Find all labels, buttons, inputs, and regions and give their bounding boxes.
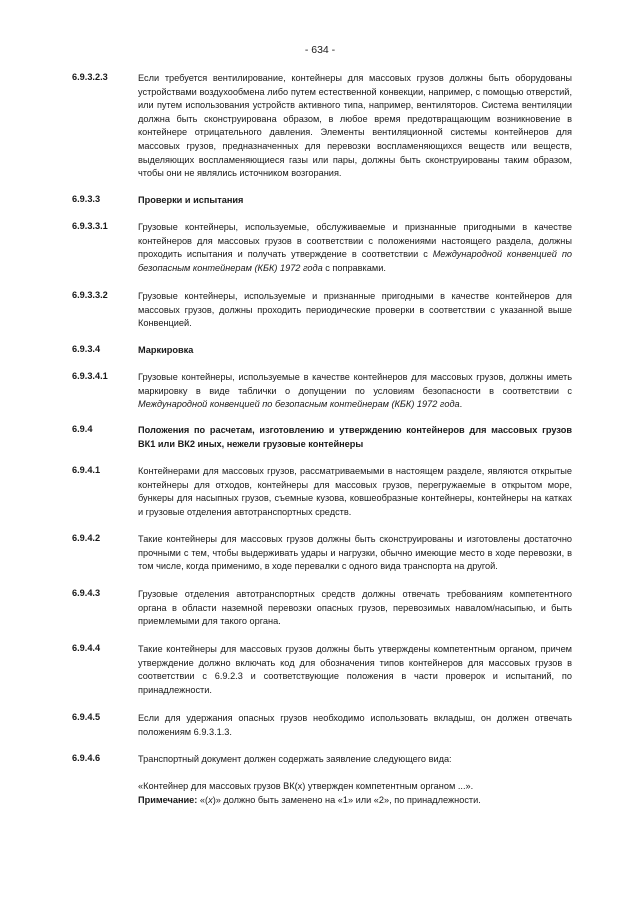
section-number: 6.9.4.4 xyxy=(72,643,101,653)
section-heading: Положения по расчетам, изготовлению и утверждению контейнеров для массовых грузов ВК1 или ВК2 иных, нежели грузовые контейнеры xyxy=(138,425,572,449)
note-variable: x xyxy=(208,795,213,805)
page-number: - 634 - xyxy=(304,44,336,56)
note-label: Примечание: xyxy=(138,795,198,805)
text-part: Грузовые контейнеры, используемые, обслуживаемые и признанные пригодными в качестве контейнеров для массовых грузов в соответствии с положениями настоящего раздела, должны проходить испытания и получать утверждение в соответствии с xyxy=(138,222,572,260)
section-number: 6.9.4.2 xyxy=(72,533,101,543)
section-text: Контейнерами для массовых грузов, рассматриваемыми в настоящем разделе, являются открытые контейнеры для отходов, контейнеры для массовых грузов, перегружаемые в открытом море, бункеры для насыпных грузов, съемные кузова, ковшеобразные контейнеры, контейнеры на катках и грузовые отделения автотранспортных средств. xyxy=(138,466,572,517)
convention-title: Международной конвенцией по безопасным контейнерам (КБК) 1972 года xyxy=(138,249,572,273)
section-number: 6.9.4.6 xyxy=(72,753,101,763)
note xyxy=(138,794,572,808)
text-part: Грузовые контейнеры, используемые в качестве контейнеров для массовых грузов, должны иметь маркировку в виде таблички о допущении по условиям безопасности в соответствии с xyxy=(138,372,572,396)
section-number: 6.9.3.4.1 xyxy=(72,371,108,381)
section-number: 6.9.3.4 xyxy=(72,344,101,354)
section-text: Если для удержания опасных грузов необходимо использовать вкладыш, он должен отвечать положениям 6.9.3.1.3. xyxy=(138,713,572,737)
section-text: Грузовые отделения автотранспортных средств должны отвечать требованиям компетентного органа в области наземной перевозки опасных грузов, перевозимых навалом/насыпью, и быть приемлемыми для такого органа. xyxy=(138,589,572,627)
section-text: Такие контейнеры для массовых грузов должны быть утверждены компетентным органом, причем утверждение должно включать код для обозначения типов контейнеров для массовых грузов в соответствии с 6.9.2.3 и соответствующие положения в части проверок и испытаний, по принадлежности. xyxy=(138,644,572,695)
section-text xyxy=(138,221,572,275)
section-number: 6.9.3.3.1 xyxy=(72,221,108,231)
section-text xyxy=(138,371,572,412)
section-number: 6.9.3.3 xyxy=(72,194,101,204)
statement-text: «Контейнер для массовых грузов ВК(x) утвержден компетентным органом ...». xyxy=(138,781,474,791)
section-heading: Проверки и испытания xyxy=(138,195,244,205)
section-number: 6.9.3.2.3 xyxy=(72,72,108,82)
section-number: 6.9.4.3 xyxy=(72,588,101,598)
section-text: Если требуется вентилирование, контейнеры для массовых грузов должны быть оборудованы устройствами воздухообмена либо путем естественной конвекции, например, с помощью отверстий, или путем использования устройств активного типа, например, вентиляторов. Система вентиляции должна быть сконструирована образом, в любое время предотвращающим возникновение в контейнере отрицательного давления. Элементы вентиляционной системы контейнеров для массовых грузов, предназначенных для перевозки воспламеняющихся веществ или веществ, выделяющих воспламеняющиеся газы или пары, должны быть сконструированы таким образом, чтобы они не являлись источником возгорания. xyxy=(138,73,572,179)
section-text: Такие контейнеры для массовых грузов должны быть сконструированы и изготовлены достаточно прочными с тем, чтобы выдерживать удары и нагрузки, обычно имеющие место в ходе перевозки, в том числе, когда применимо, в ходе перевалки с одного вида транспорта на другой. xyxy=(138,534,572,572)
note-text: )» должно быть заменено на «1» или «2», по принадлежности. xyxy=(212,795,481,805)
section-number: 6.9.4 xyxy=(72,424,93,434)
convention-title: Международной конвенцией по безопасным контейнерам (КБК) 1972 года xyxy=(138,399,460,410)
section-text: Грузовые контейнеры, используемые и признанные пригодными в качестве контейнеров для массовых грузов, должны проходить периодические проверки в соответствии с указанной выше Конвенцией. xyxy=(138,291,572,329)
text-part: с поправками. xyxy=(322,262,386,273)
section-number: 6.9.4.5 xyxy=(72,712,101,722)
section-number: 6.9.4.1 xyxy=(72,465,101,475)
section-text: Транспортный документ должен содержать заявление следующего вида: xyxy=(138,754,452,764)
note-text: «( xyxy=(197,795,209,805)
text-part: . xyxy=(459,399,463,410)
section-number: 6.9.3.3.2 xyxy=(72,290,108,300)
section-heading: Маркировка xyxy=(138,345,194,355)
